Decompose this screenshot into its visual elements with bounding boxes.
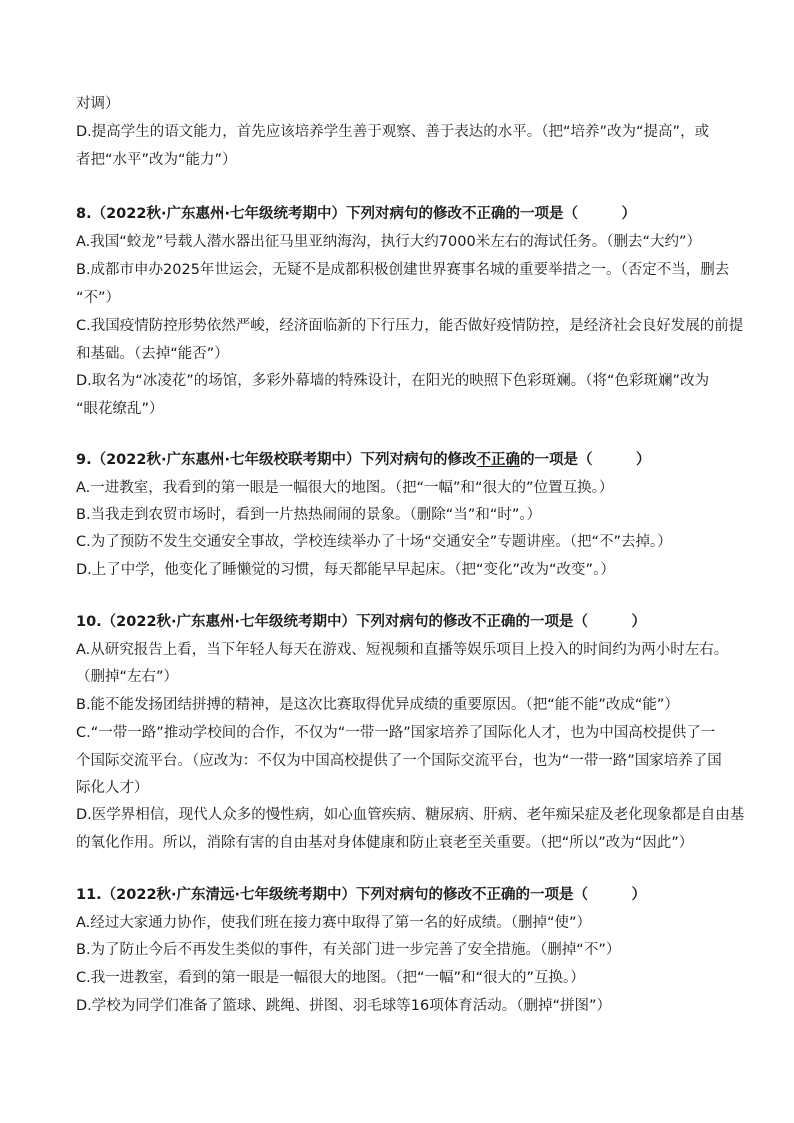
option-line: C.我国疫情防控形势依然严峻，经济面临新的下行压力，能否做好疫情防控，是经济社会良好发展的前提 [76, 318, 744, 334]
option-line: A.一进教室，我看到的第一眼是一幅很大的地图。（把“一幅”和“很大的”位置互换。） [76, 480, 614, 496]
text-line: 者把“水平”改为“能力”） [76, 152, 237, 168]
text-line: 对调） [76, 96, 120, 112]
option-line: 的氧化作用。所以，消除有害的自由基对身体健康和防止衰老至关重要。（把“所以”改为“因此”） [76, 835, 694, 851]
option-line: D.上了中学，他变化了睡懒觉的习惯，每天都能早早起床。（把“变化”改为“改变”。） [76, 562, 615, 578]
option-line: B.当我走到农贸市场时，看到一片热热闹闹的景象。（删除“当”和“时”。） [76, 507, 542, 523]
option-line: 个国际交流平台。（应改为：不仅为中国高校提供了一个国际交流平台，也为“一带一路”国家培养了国 [76, 753, 722, 769]
option-line: 和基础。（去掉“能否”） [76, 346, 229, 362]
option-line: D.取名为“冰凌花”的场馆，多彩外幕墙的特殊设计，在阳光的映照下色彩斑斓。（将“色彩斑斓”改为 [76, 373, 710, 389]
stem-text: 的一项是（ ） [519, 452, 651, 468]
option-line: B.能不能发扬团结拼搏的精神，是这次比赛取得优异成绩的重要原因。（把“能不能”改成“能”） [76, 697, 679, 713]
question-stem [76, 450, 650, 470]
text-line: D.提高学生的语文能力，首先应该培养学生善于观察、善于表达的水平。（把“培养”改为“提高”，或 [76, 124, 710, 140]
option-line: C.我一进教室，看到的第一眼是一幅很大的地图。（把“一幅”和“很大的”互换。） [76, 970, 585, 986]
option-line: A.从研究报告上看，当下年轻人每天在游戏、短视频和直播等娱乐项目上投入的时间约为两小时左右。 [76, 642, 729, 658]
option-line: B.成都市申办2025年世运会，无疑不是成都积极创建世界赛事名城的重要举措之一。（否定不当，删去 [76, 262, 730, 278]
option-line: D.医学界相信，现代人众多的慢性病，如心血管疾病、糖尿病、肝病、老年痴呆症及老化现象都是自由基 [76, 807, 745, 823]
question-stem: 8.（2022秋·广东惠州·七年级统考期中）下列对病句的修改不正确的一项是（ ） [76, 206, 636, 222]
option-line: D.学校为同学们准备了篮球、跳绳、拼图、羽毛球等16项体育活动。（删掉“拼图”） [76, 998, 611, 1014]
option-line: C.“一带一路”推动学校间的合作，不仅为“一带一路”国家培养了国际化人才，也为中国高校提供了一 [76, 725, 716, 741]
option-line: A.经过大家通力协作，使我们班在接力赛中取得了第一名的好成绩。（删掉“使”） [76, 915, 592, 931]
option-line: （删掉“左右”） [76, 669, 179, 685]
option-line: C.为了预防不发生交通安全事故，学校连续举办了十场“交通安全”专题讲座。（把“不”去掉。） [76, 534, 672, 550]
question-stem: 10.（2022秋·广东惠州·七年级统考期中）下列对病句的修改不正确的一项是（ ） [76, 614, 647, 630]
option-line: B.为了防止今后不再发生类似的事件，有关部门进一步完善了安全措施。（删掉“不”） [76, 942, 621, 958]
option-line: 际化人才） [76, 780, 149, 796]
stem-text: 9.（2022秋·广东惠州·七年级校联考期中）下列对病句的修改 [76, 452, 477, 468]
option-line: “不”） [76, 290, 121, 306]
question-stem: 11.（2022秋·广东清远·七年级统考期中）下列对病句的修改不正确的一项是（ ） [76, 887, 647, 903]
underlined-keyword: 不正确 [476, 452, 520, 468]
option-line: A.我国“蛟龙”号载人潜水器出征马里亚纳海沟，执行大约7000米左右的海试任务。（删去“大约”） [76, 234, 701, 250]
option-line: “眼花缭乱”） [76, 401, 164, 417]
